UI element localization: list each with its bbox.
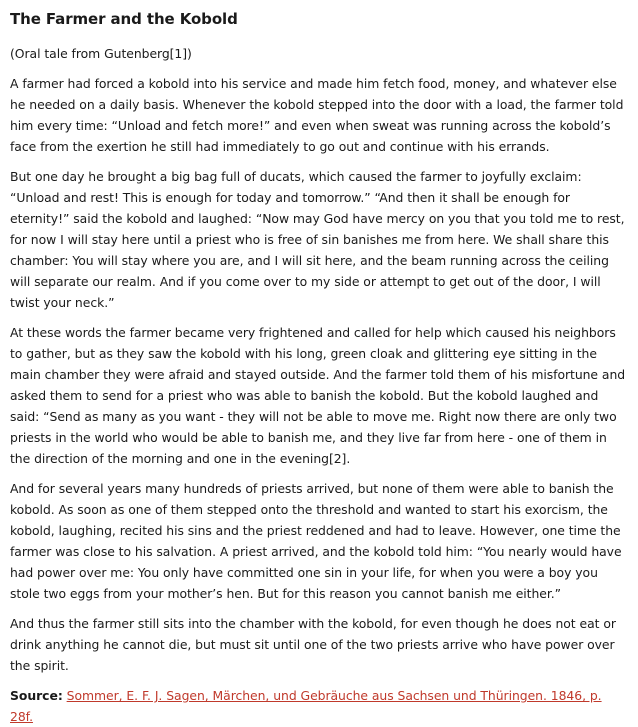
page-title: The Farmer and the Kobold [10, 10, 238, 28]
paragraph-4: And for several years many hundreds of priests arrived, but none of them were able to banish the kobold. As soon as one of them stepped onto the threshold and wanted to start his exorcism, the kobold, laughing, recited his sins and the priest reddened and had to leave. However, one time the farmer was close to his salvation. A priest arrived, and the kobold told him: “You nearly would have had power over me: You only have committed one sin in your life, for when you were a boy you stole two eggs from your mother’s hen. But for this reason you cannot banish me either.” [10, 481, 622, 601]
paragraph-5: And thus the farmer still sits into the chamber with the kobold, for even though he does not eat or drink anything he cannot die, but must sit until one of the two priests arrive who have power over the spirit. [10, 616, 616, 673]
paragraph-2: But one day he brought a big bag full of ducats, which caused the farmer to joyfully exclaim: “Unload and rest! This is enough for today and tomorrow.” “And then it shall be enough for eternity!” said the kobold and laughed: “Now may God have mercy on you that you told me to rest, for now I will stay here until a priest who is free of sin banishes me from here. We shall share this chamber: You will stay where you are, and I will sit here, and the beam running across the ceiling will separate our realm. And if you come over to my side or attempt to get out of the door, I will twist your neck.” [10, 169, 625, 310]
paragraph-3: At these words the farmer became very frightened and called for help which caused his neighbors to gather, but as they saw the kobold with his long, green cloak and glittering eye sitting in the main chamber they were afraid and stayed outside. And the farmer told them of his misfortune and asked them to send for a priest who was able to banish the kobold. But the kobold laughed and said: “Send as many as you want - they will not be able to move me. Right now there are only two priests in the world who would be able to banish me, and they live far from here - one of them in the direction of the morning and one in the evening[2]. [10, 325, 626, 466]
subtitle: (Oral tale from Gutenberg[1]) [10, 46, 192, 61]
source-label: Source: [10, 688, 63, 703]
paragraph-1: A farmer had forced a kobold into his service and made him fetch food, money, and whatever else he needed on a daily basis. Whenever the kobold stepped into the door with a load, the farmer told him every time: “Unload and fetch more!” and even when sweat was running across the kobold’s face from the exertion he still had immediately to go out and continue with his errands. [10, 76, 624, 154]
source-link[interactable]: Sommer, E. F. J. Sagen, Märchen, und Gebräuche aus Sachsen und Thüringen. 1846, p. 28f. [10, 688, 602, 724]
